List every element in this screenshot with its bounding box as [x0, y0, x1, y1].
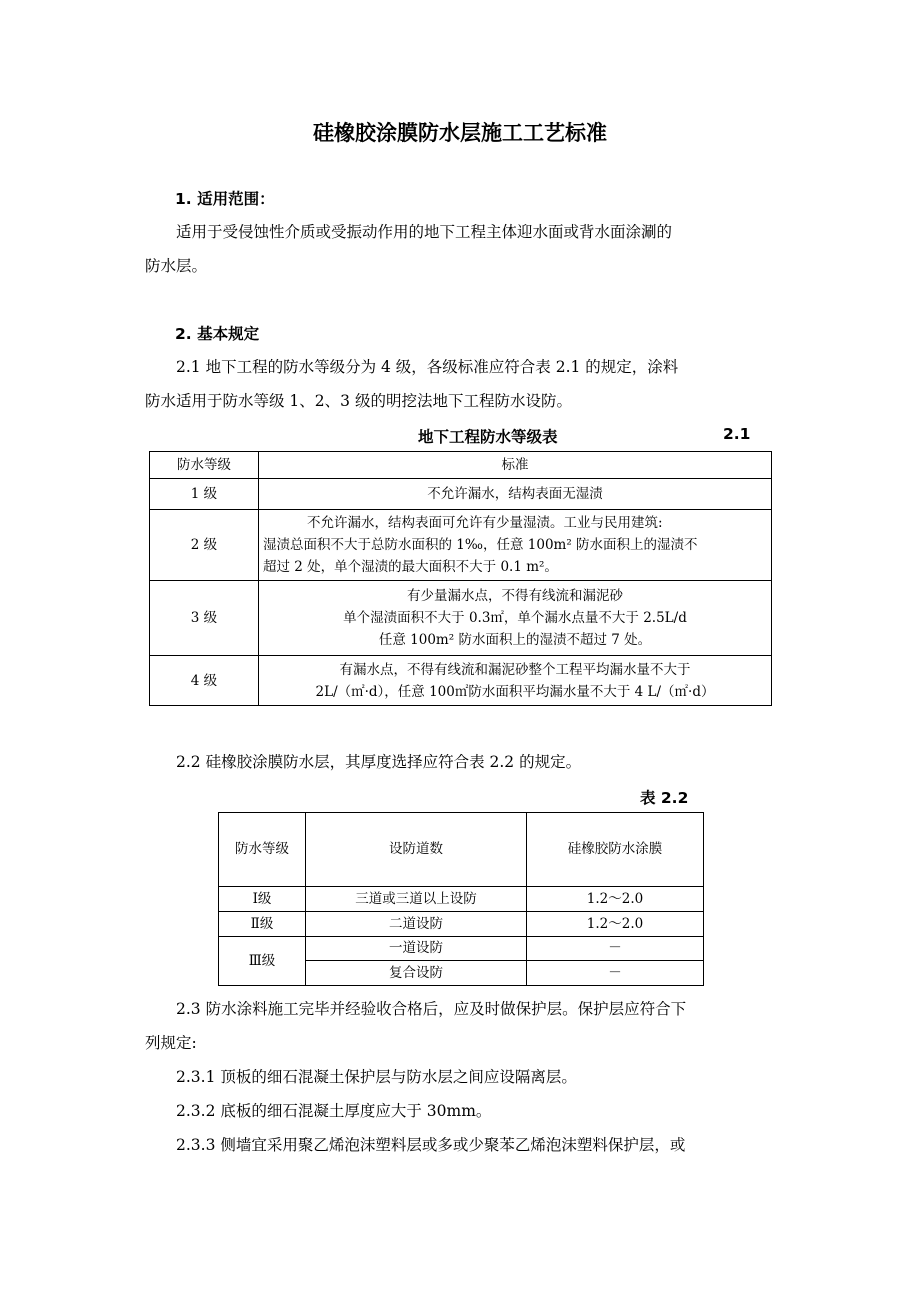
table-1-standard-line: 单个湿渍面积不大于 0.3㎡，单个漏水点量不大于 2.5L/d — [343, 610, 687, 626]
para-2-3-3: 2.3.3 侧墙宜采用聚乙烯泡沫塑料层或多或少聚苯乙烯泡沫塑料保护层，或 — [176, 1136, 686, 1154]
table-row — [150, 581, 772, 656]
table-2-value-cell: － — [527, 937, 704, 961]
table-1-standard-line: 湿渍总面积不大于总防水面积的 1‰，任意 100m² 防水面积上的湿渍不 — [263, 537, 698, 553]
table-1-number: 2.1 — [723, 425, 751, 443]
table-2-grade-cell: Ⅲ级 — [219, 937, 306, 986]
table-2-grade-cell: Ⅰ级 — [219, 887, 306, 912]
para-2-3-2: 2.3.2 底板的细石混凝土厚度应大于 30mm。 — [176, 1102, 492, 1120]
para-2-1-line-2: 防水适用于防水等级 1、2、3 级的明挖法地下工程防水设防。 — [145, 392, 572, 410]
table-1-standard-line: 不允许漏水，结构表面无湿渍 — [427, 486, 603, 502]
table-2-header-grade: 防水等级 — [219, 813, 306, 887]
para-2-3-line-2: 列规定: — [145, 1034, 197, 1052]
table-2-header-method: 设防道数 — [306, 813, 527, 887]
table-1-grade-cell: 2 级 — [150, 510, 259, 581]
table-2-header-thickness: 硅橡胶防水涂膜 — [527, 813, 704, 887]
section-2-heading: 2. 基本规定 — [175, 325, 260, 343]
table-2-method-cell: 三道或三道以上设防 — [306, 887, 527, 912]
table-2-grade-cell: Ⅱ级 — [219, 912, 306, 937]
para-2-3-line-1: 2.3 防水涂料施工完毕并经验收合格后，应及时做保护层。保护层应符合下 — [176, 1000, 687, 1018]
table-1-standard-line: 有少量漏水点，不得有线流和漏泥砂 — [407, 588, 623, 604]
section-1-line-2: 防水层。 — [145, 257, 208, 275]
table-row — [150, 479, 772, 510]
table-row — [219, 912, 704, 937]
table-1-grade-cell: 4 级 — [150, 656, 259, 706]
para-2-1-line-1: 2.1 地下工程的防水等级分为 4 级，各级标准应符合表 2.1 的规定，涂料 — [176, 358, 679, 376]
section-1-heading: 1. 适用范围： — [175, 190, 275, 208]
coating-thickness-table — [218, 812, 704, 986]
table-row — [150, 510, 772, 581]
table-row — [219, 937, 704, 961]
page-title: 硅橡胶涂膜防水层施工工艺标准 — [313, 121, 607, 145]
table-row — [219, 887, 704, 912]
table-2-method-cell: 一道设防 — [306, 937, 527, 961]
table-2-value-cell: 1.2～2.0 — [527, 887, 704, 912]
table-1-standard-line: 不允许漏水，结构表面可允许有少量湿渍。工业与民用建筑: — [307, 515, 663, 531]
para-2-2: 2.2 硅橡胶涂膜防水层，其厚度选择应符合表 2.2 的规定。 — [176, 753, 582, 771]
table-1-grade-cell: 3 级 — [150, 581, 259, 656]
table-1-caption: 地下工程防水等级表 — [418, 428, 558, 446]
table-1-grade-cell: 1 级 — [150, 479, 259, 510]
table-2-method-cell: 二道设防 — [306, 912, 527, 937]
para-2-3-1: 2.3.1 顶板的细石混凝土保护层与防水层之间应设隔离层。 — [176, 1068, 577, 1086]
table-1-standard-line: 有漏水点，不得有线流和漏泥砂整个工程平均漏水量不大于 — [339, 661, 691, 678]
table-2-method-cell: 复合设防 — [306, 961, 527, 986]
table-2-caption: 表 2.2 — [640, 789, 689, 807]
table-2-value-cell: 1.2～2.0 — [527, 912, 704, 937]
table-1-standard-line: 任意 100m² 防水面积上的湿渍不超过 7 处。 — [378, 632, 652, 648]
table-1-standard-line: 2L/（㎡·d），任意 100㎡防水面积平均漏水量不大于 4 L/（㎡·d） — [315, 683, 715, 700]
section-1-line-1: 适用于受侵蚀性介质或受振动作用的地下工程主体迎水面或背水面涂涮的 — [176, 223, 673, 241]
table-row — [150, 656, 772, 706]
table-1-header-standard: 标准 — [259, 452, 772, 479]
waterproof-grade-table — [149, 451, 772, 706]
table-2-value-cell: － — [527, 961, 704, 986]
table-1-standard-line: 超过 2 处，单个湿渍的最大面积不大于 0.1 m²。 — [263, 559, 558, 575]
table-1-header-grade: 防水等级 — [150, 452, 259, 479]
